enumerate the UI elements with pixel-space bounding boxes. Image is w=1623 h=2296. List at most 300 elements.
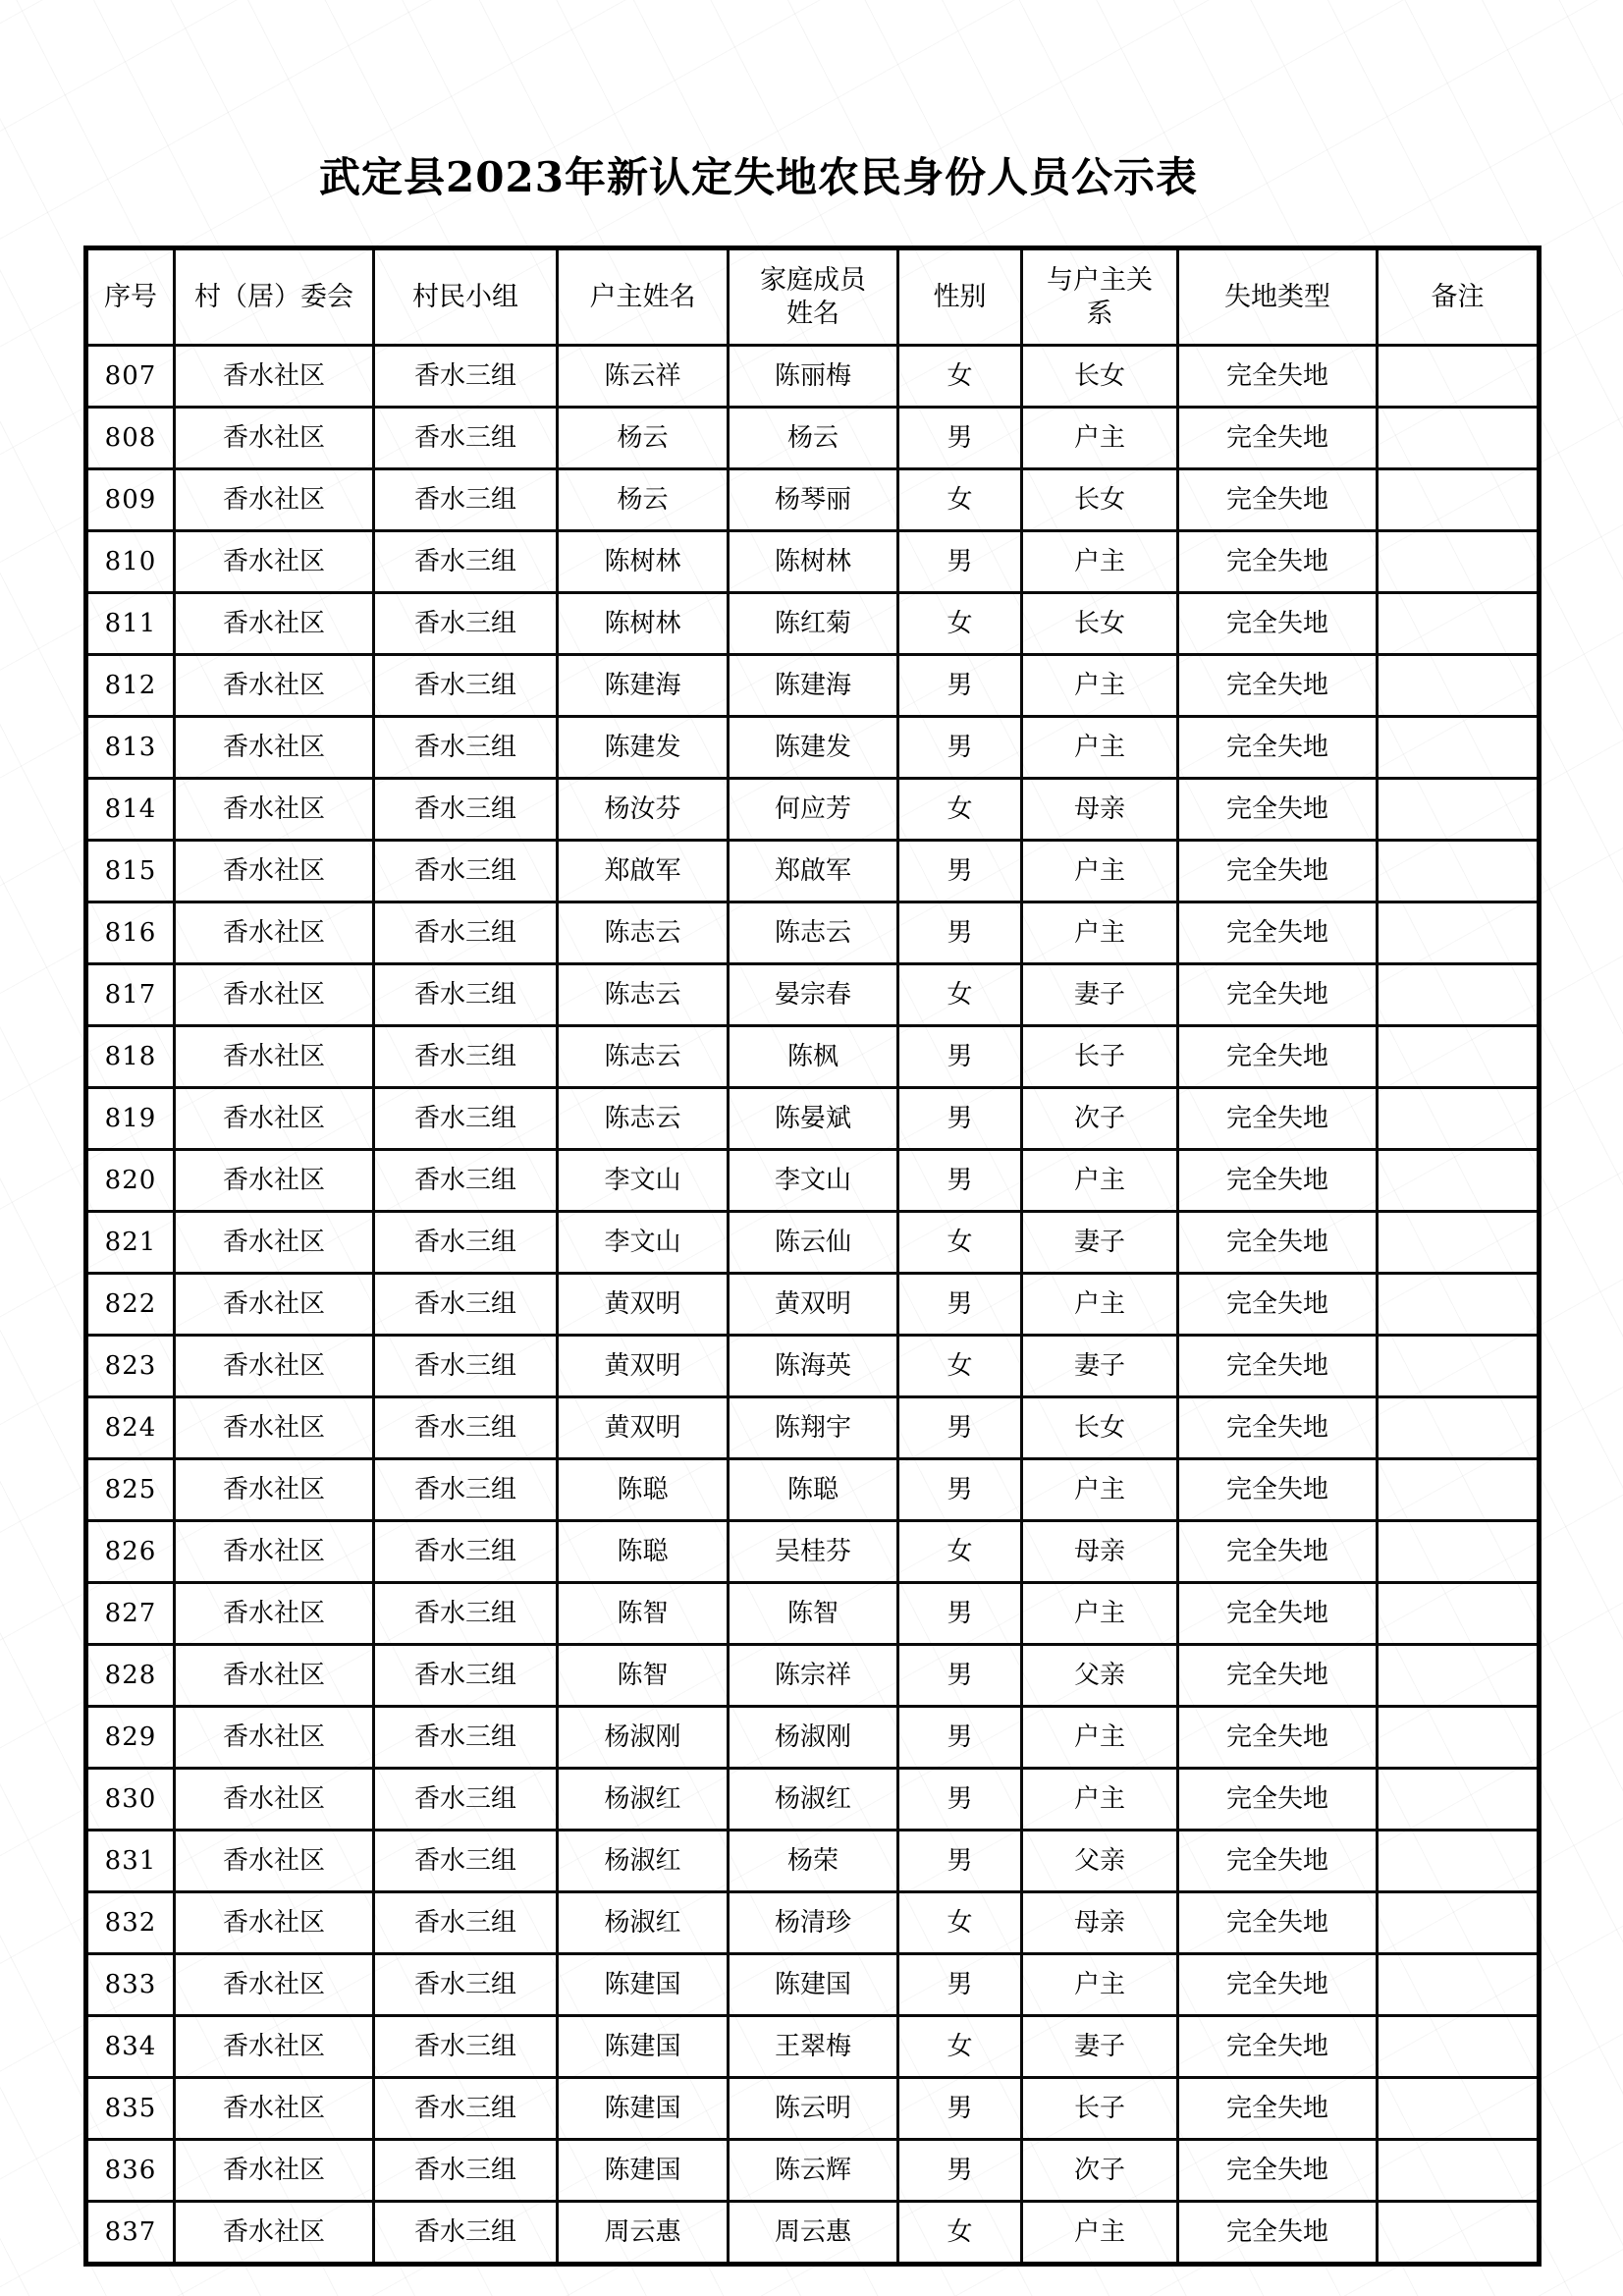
table-row bbox=[86, 1336, 1540, 1397]
column-header: 备注 bbox=[1378, 248, 1540, 346]
cell: 836 bbox=[86, 2140, 175, 2202]
cell: 户主 bbox=[1022, 1954, 1178, 2016]
cell: 长女 bbox=[1022, 469, 1178, 531]
cell: 完全失地 bbox=[1178, 2140, 1378, 2202]
table-row bbox=[86, 717, 1540, 779]
cell: 811 bbox=[86, 593, 175, 655]
cell: 户主 bbox=[1022, 1150, 1178, 1212]
cell: 820 bbox=[86, 1150, 175, 1212]
cell: 男 bbox=[898, 1707, 1022, 1769]
cell: 香水三组 bbox=[374, 1336, 558, 1397]
table-row bbox=[86, 1212, 1540, 1274]
table-header bbox=[86, 248, 1540, 346]
cell: 香水社区 bbox=[175, 1645, 374, 1707]
cell: 完全失地 bbox=[1178, 1026, 1378, 1088]
cell: 香水社区 bbox=[175, 1088, 374, 1150]
cell: 女 bbox=[898, 469, 1022, 531]
cell: 完全失地 bbox=[1178, 408, 1378, 469]
cell: 香水三组 bbox=[374, 717, 558, 779]
cell: 户主 bbox=[1022, 2202, 1178, 2265]
cell: 杨荣 bbox=[729, 1831, 898, 1892]
cell: 香水社区 bbox=[175, 1336, 374, 1397]
cell: 妻子 bbox=[1022, 1212, 1178, 1274]
column-header: 家庭成员姓名 bbox=[729, 248, 898, 346]
cell bbox=[1378, 1026, 1540, 1088]
cell: 长女 bbox=[1022, 1397, 1178, 1459]
cell: 822 bbox=[86, 1274, 175, 1336]
cell bbox=[1378, 1645, 1540, 1707]
cell: 长子 bbox=[1022, 1026, 1178, 1088]
cell: 黄双明 bbox=[729, 1274, 898, 1336]
cell: 完全失地 bbox=[1178, 1397, 1378, 1459]
cell: 户主 bbox=[1022, 1459, 1178, 1521]
cell: 户主 bbox=[1022, 717, 1178, 779]
cell: 陈树林 bbox=[558, 531, 729, 593]
cell: 完全失地 bbox=[1178, 2016, 1378, 2078]
cell: 香水社区 bbox=[175, 2202, 374, 2265]
cell: 陈智 bbox=[729, 1583, 898, 1645]
cell: 完全失地 bbox=[1178, 779, 1378, 841]
table-row bbox=[86, 346, 1540, 408]
cell: 香水社区 bbox=[175, 531, 374, 593]
cell: 835 bbox=[86, 2078, 175, 2140]
cell: 829 bbox=[86, 1707, 175, 1769]
cell: 男 bbox=[898, 1769, 1022, 1831]
column-header: 村民小组 bbox=[374, 248, 558, 346]
cell: 杨淑刚 bbox=[558, 1707, 729, 1769]
table-row bbox=[86, 1583, 1540, 1645]
cell: 825 bbox=[86, 1459, 175, 1521]
cell: 陈建海 bbox=[729, 655, 898, 717]
page-title: 武定县2023年新认定失地农民身份人员公示表 bbox=[319, 153, 1198, 201]
cell: 832 bbox=[86, 1892, 175, 1954]
cell: 户主 bbox=[1022, 902, 1178, 964]
cell: 香水社区 bbox=[175, 1397, 374, 1459]
cell: 女 bbox=[898, 1212, 1022, 1274]
cell: 周云惠 bbox=[729, 2202, 898, 2265]
cell bbox=[1378, 1521, 1540, 1583]
cell bbox=[1378, 841, 1540, 902]
table-row bbox=[86, 1954, 1540, 2016]
table-row bbox=[86, 1831, 1540, 1892]
cell bbox=[1378, 779, 1540, 841]
cell: 香水社区 bbox=[175, 2140, 374, 2202]
cell: 杨淑红 bbox=[558, 1892, 729, 1954]
cell: 女 bbox=[898, 964, 1022, 1026]
cell: 户主 bbox=[1022, 841, 1178, 902]
cell: 香水社区 bbox=[175, 655, 374, 717]
table-row bbox=[86, 1397, 1540, 1459]
cell: 完全失地 bbox=[1178, 717, 1378, 779]
cell: 香水三组 bbox=[374, 1769, 558, 1831]
cell: 香水社区 bbox=[175, 2078, 374, 2140]
cell: 香水社区 bbox=[175, 1459, 374, 1521]
cell: 香水社区 bbox=[175, 1274, 374, 1336]
cell: 陈志云 bbox=[558, 902, 729, 964]
cell: 香水三组 bbox=[374, 1274, 558, 1336]
cell: 男 bbox=[898, 1397, 1022, 1459]
cell: 男 bbox=[898, 2078, 1022, 2140]
cell: 陈红菊 bbox=[729, 593, 898, 655]
cell: 816 bbox=[86, 902, 175, 964]
cell: 父亲 bbox=[1022, 1645, 1178, 1707]
cell: 完全失地 bbox=[1178, 1707, 1378, 1769]
cell: 王翠梅 bbox=[729, 2016, 898, 2078]
cell: 809 bbox=[86, 469, 175, 531]
cell: 陈云明 bbox=[729, 2078, 898, 2140]
cell: 长女 bbox=[1022, 593, 1178, 655]
cell: 母亲 bbox=[1022, 1521, 1178, 1583]
cell: 陈建国 bbox=[558, 1954, 729, 2016]
cell: 陈建国 bbox=[558, 2078, 729, 2140]
cell: 男 bbox=[898, 1583, 1022, 1645]
table-row bbox=[86, 2202, 1540, 2265]
cell: 香水三组 bbox=[374, 1892, 558, 1954]
cell: 陈树林 bbox=[729, 531, 898, 593]
cell bbox=[1378, 593, 1540, 655]
cell: 李文山 bbox=[558, 1212, 729, 1274]
cell: 完全失地 bbox=[1178, 1645, 1378, 1707]
cell: 女 bbox=[898, 2202, 1022, 2265]
cell: 妻子 bbox=[1022, 964, 1178, 1026]
cell: 妻子 bbox=[1022, 1336, 1178, 1397]
cell: 男 bbox=[898, 2140, 1022, 2202]
cell: 周云惠 bbox=[558, 2202, 729, 2265]
cell bbox=[1378, 1274, 1540, 1336]
cell: 男 bbox=[898, 1831, 1022, 1892]
cell: 长子 bbox=[1022, 2078, 1178, 2140]
cell: 香水社区 bbox=[175, 902, 374, 964]
cell: 香水社区 bbox=[175, 346, 374, 408]
cell: 男 bbox=[898, 1150, 1022, 1212]
cell: 户主 bbox=[1022, 1707, 1178, 1769]
cell: 母亲 bbox=[1022, 1892, 1178, 1954]
cell: 郑啟军 bbox=[729, 841, 898, 902]
table-row bbox=[86, 2140, 1540, 2202]
cell: 陈晏斌 bbox=[729, 1088, 898, 1150]
cell bbox=[1378, 717, 1540, 779]
cell: 香水三组 bbox=[374, 1150, 558, 1212]
cell: 陈建海 bbox=[558, 655, 729, 717]
cell: 827 bbox=[86, 1583, 175, 1645]
cell: 陈聪 bbox=[558, 1459, 729, 1521]
cell: 户主 bbox=[1022, 408, 1178, 469]
cell: 香水社区 bbox=[175, 1583, 374, 1645]
cell: 完全失地 bbox=[1178, 1892, 1378, 1954]
cell: 杨淑红 bbox=[558, 1769, 729, 1831]
cell: 819 bbox=[86, 1088, 175, 1150]
cell: 陈聪 bbox=[729, 1459, 898, 1521]
table-row bbox=[86, 469, 1540, 531]
cell: 香水三组 bbox=[374, 1212, 558, 1274]
cell: 香水三组 bbox=[374, 1521, 558, 1583]
cell bbox=[1378, 1583, 1540, 1645]
cell: 830 bbox=[86, 1769, 175, 1831]
cell bbox=[1378, 469, 1540, 531]
cell: 香水社区 bbox=[175, 1769, 374, 1831]
cell: 821 bbox=[86, 1212, 175, 1274]
cell: 女 bbox=[898, 346, 1022, 408]
cell: 陈建发 bbox=[729, 717, 898, 779]
table-row bbox=[86, 408, 1540, 469]
cell: 杨淑刚 bbox=[729, 1707, 898, 1769]
cell: 女 bbox=[898, 1336, 1022, 1397]
cell: 完全失地 bbox=[1178, 469, 1378, 531]
cell: 815 bbox=[86, 841, 175, 902]
cell: 陈枫 bbox=[729, 1026, 898, 1088]
table-row bbox=[86, 841, 1540, 902]
cell: 陈建国 bbox=[558, 2140, 729, 2202]
cell: 杨汝芬 bbox=[558, 779, 729, 841]
column-header: 与户主关系 bbox=[1022, 248, 1178, 346]
cell: 吴桂芬 bbox=[729, 1521, 898, 1583]
cell: 810 bbox=[86, 531, 175, 593]
column-header: 失地类型 bbox=[1178, 248, 1378, 346]
cell: 817 bbox=[86, 964, 175, 1026]
cell: 男 bbox=[898, 841, 1022, 902]
cell: 男 bbox=[898, 1088, 1022, 1150]
table-row bbox=[86, 1150, 1540, 1212]
cell: 香水三组 bbox=[374, 2202, 558, 2265]
cell: 女 bbox=[898, 1892, 1022, 1954]
cell: 香水社区 bbox=[175, 1892, 374, 1954]
cell: 陈建国 bbox=[729, 1954, 898, 2016]
cell: 香水社区 bbox=[175, 1212, 374, 1274]
cell bbox=[1378, 902, 1540, 964]
cell: 陈翔宇 bbox=[729, 1397, 898, 1459]
cell: 男 bbox=[898, 1274, 1022, 1336]
cell: 香水三组 bbox=[374, 1645, 558, 1707]
cell: 香水三组 bbox=[374, 1707, 558, 1769]
cell: 香水社区 bbox=[175, 1521, 374, 1583]
table-row bbox=[86, 1459, 1540, 1521]
cell: 完全失地 bbox=[1178, 531, 1378, 593]
cell: 香水社区 bbox=[175, 469, 374, 531]
cell: 完全失地 bbox=[1178, 1212, 1378, 1274]
cell: 陈志云 bbox=[558, 1026, 729, 1088]
table-row bbox=[86, 1707, 1540, 1769]
cell: 完全失地 bbox=[1178, 1150, 1378, 1212]
cell: 完全失地 bbox=[1178, 1769, 1378, 1831]
cell: 陈宗祥 bbox=[729, 1645, 898, 1707]
cell: 男 bbox=[898, 717, 1022, 779]
cell: 香水三组 bbox=[374, 841, 558, 902]
table-row bbox=[86, 1769, 1540, 1831]
cell: 香水社区 bbox=[175, 717, 374, 779]
cell: 陈丽梅 bbox=[729, 346, 898, 408]
cell: 香水社区 bbox=[175, 964, 374, 1026]
notice-table bbox=[83, 246, 1542, 2267]
cell: 香水三组 bbox=[374, 2140, 558, 2202]
table-row bbox=[86, 1088, 1540, 1150]
cell: 完全失地 bbox=[1178, 1831, 1378, 1892]
cell: 郑啟军 bbox=[558, 841, 729, 902]
cell: 母亲 bbox=[1022, 779, 1178, 841]
cell: 823 bbox=[86, 1336, 175, 1397]
cell: 香水三组 bbox=[374, 1954, 558, 2016]
table-row bbox=[86, 655, 1540, 717]
table-row bbox=[86, 964, 1540, 1026]
cell: 陈志云 bbox=[558, 1088, 729, 1150]
cell: 次子 bbox=[1022, 1088, 1178, 1150]
cell: 香水社区 bbox=[175, 1954, 374, 2016]
cell: 完全失地 bbox=[1178, 593, 1378, 655]
cell: 834 bbox=[86, 2016, 175, 2078]
cell bbox=[1378, 2140, 1540, 2202]
cell: 女 bbox=[898, 779, 1022, 841]
cell bbox=[1378, 1150, 1540, 1212]
cell: 香水三组 bbox=[374, 964, 558, 1026]
cell: 女 bbox=[898, 2016, 1022, 2078]
cell: 何应芳 bbox=[729, 779, 898, 841]
cell: 完全失地 bbox=[1178, 1336, 1378, 1397]
table-body bbox=[86, 346, 1540, 2265]
cell: 完全失地 bbox=[1178, 655, 1378, 717]
cell: 完全失地 bbox=[1178, 902, 1378, 964]
cell: 次子 bbox=[1022, 2140, 1178, 2202]
cell: 陈海英 bbox=[729, 1336, 898, 1397]
cell: 陈志云 bbox=[558, 964, 729, 1026]
cell: 香水三组 bbox=[374, 779, 558, 841]
cell bbox=[1378, 2202, 1540, 2265]
cell: 完全失地 bbox=[1178, 2078, 1378, 2140]
cell: 香水社区 bbox=[175, 1026, 374, 1088]
cell: 户主 bbox=[1022, 1274, 1178, 1336]
cell: 831 bbox=[86, 1831, 175, 1892]
table-row bbox=[86, 1026, 1540, 1088]
cell: 837 bbox=[86, 2202, 175, 2265]
cell: 户主 bbox=[1022, 1583, 1178, 1645]
cell bbox=[1378, 531, 1540, 593]
cell: 女 bbox=[898, 593, 1022, 655]
cell bbox=[1378, 964, 1540, 1026]
cell bbox=[1378, 1459, 1540, 1521]
cell: 陈建国 bbox=[558, 2016, 729, 2078]
cell: 香水社区 bbox=[175, 779, 374, 841]
cell: 陈云辉 bbox=[729, 2140, 898, 2202]
cell bbox=[1378, 1769, 1540, 1831]
cell: 香水三组 bbox=[374, 1831, 558, 1892]
cell: 807 bbox=[86, 346, 175, 408]
cell: 户主 bbox=[1022, 1769, 1178, 1831]
cell: 男 bbox=[898, 1954, 1022, 2016]
column-header: 户主姓名 bbox=[558, 248, 729, 346]
cell: 香水三组 bbox=[374, 902, 558, 964]
cell: 杨云 bbox=[558, 469, 729, 531]
cell: 完全失地 bbox=[1178, 841, 1378, 902]
cell: 824 bbox=[86, 1397, 175, 1459]
cell: 833 bbox=[86, 1954, 175, 2016]
cell: 男 bbox=[898, 531, 1022, 593]
cell: 完全失地 bbox=[1178, 1459, 1378, 1521]
cell: 完全失地 bbox=[1178, 1088, 1378, 1150]
cell: 香水社区 bbox=[175, 408, 374, 469]
cell: 黄双明 bbox=[558, 1397, 729, 1459]
cell: 香水社区 bbox=[175, 1150, 374, 1212]
cell bbox=[1378, 2016, 1540, 2078]
cell: 完全失地 bbox=[1178, 964, 1378, 1026]
column-header: 序号 bbox=[86, 248, 175, 346]
column-header: 村（居）委会 bbox=[175, 248, 374, 346]
cell: 陈智 bbox=[558, 1645, 729, 1707]
cell bbox=[1378, 1831, 1540, 1892]
cell: 晏宗春 bbox=[729, 964, 898, 1026]
cell: 李文山 bbox=[558, 1150, 729, 1212]
cell: 完全失地 bbox=[1178, 1274, 1378, 1336]
cell: 香水社区 bbox=[175, 1707, 374, 1769]
cell: 812 bbox=[86, 655, 175, 717]
cell: 完全失地 bbox=[1178, 346, 1378, 408]
cell: 814 bbox=[86, 779, 175, 841]
cell bbox=[1378, 1707, 1540, 1769]
cell: 808 bbox=[86, 408, 175, 469]
cell bbox=[1378, 1397, 1540, 1459]
cell: 香水三组 bbox=[374, 408, 558, 469]
cell: 完全失地 bbox=[1178, 1954, 1378, 2016]
cell: 陈云祥 bbox=[558, 346, 729, 408]
table-row bbox=[86, 1892, 1540, 1954]
cell: 完全失地 bbox=[1178, 2202, 1378, 2265]
cell: 户主 bbox=[1022, 531, 1178, 593]
cell: 826 bbox=[86, 1521, 175, 1583]
cell: 陈云仙 bbox=[729, 1212, 898, 1274]
cell: 男 bbox=[898, 655, 1022, 717]
cell: 香水三组 bbox=[374, 346, 558, 408]
cell: 828 bbox=[86, 1645, 175, 1707]
cell: 香水三组 bbox=[374, 1397, 558, 1459]
cell: 香水社区 bbox=[175, 2016, 374, 2078]
cell: 男 bbox=[898, 1645, 1022, 1707]
cell: 户主 bbox=[1022, 655, 1178, 717]
cell: 女 bbox=[898, 1521, 1022, 1583]
cell: 男 bbox=[898, 408, 1022, 469]
table-row bbox=[86, 1521, 1540, 1583]
cell: 男 bbox=[898, 902, 1022, 964]
header-row bbox=[86, 248, 1540, 346]
cell: 黄双明 bbox=[558, 1336, 729, 1397]
cell: 香水三组 bbox=[374, 469, 558, 531]
cell: 香水社区 bbox=[175, 593, 374, 655]
cell: 陈智 bbox=[558, 1583, 729, 1645]
cell: 男 bbox=[898, 1026, 1022, 1088]
cell: 父亲 bbox=[1022, 1831, 1178, 1892]
cell: 杨清珍 bbox=[729, 1892, 898, 1954]
cell: 杨琴丽 bbox=[729, 469, 898, 531]
cell: 香水社区 bbox=[175, 841, 374, 902]
table-row bbox=[86, 779, 1540, 841]
cell: 杨云 bbox=[729, 408, 898, 469]
cell: 香水三组 bbox=[374, 531, 558, 593]
table-row bbox=[86, 531, 1540, 593]
cell bbox=[1378, 1892, 1540, 1954]
cell: 香水三组 bbox=[374, 1088, 558, 1150]
cell: 黄双明 bbox=[558, 1274, 729, 1336]
cell: 香水三组 bbox=[374, 1583, 558, 1645]
cell: 李文山 bbox=[729, 1150, 898, 1212]
column-header: 性别 bbox=[898, 248, 1022, 346]
cell bbox=[1378, 2078, 1540, 2140]
cell bbox=[1378, 1336, 1540, 1397]
cell bbox=[1378, 408, 1540, 469]
cell: 杨淑红 bbox=[558, 1831, 729, 1892]
cell: 香水三组 bbox=[374, 655, 558, 717]
cell: 陈树林 bbox=[558, 593, 729, 655]
cell bbox=[1378, 1088, 1540, 1150]
cell: 妻子 bbox=[1022, 2016, 1178, 2078]
cell: 陈建发 bbox=[558, 717, 729, 779]
cell: 杨淑红 bbox=[729, 1769, 898, 1831]
cell: 香水三组 bbox=[374, 2078, 558, 2140]
